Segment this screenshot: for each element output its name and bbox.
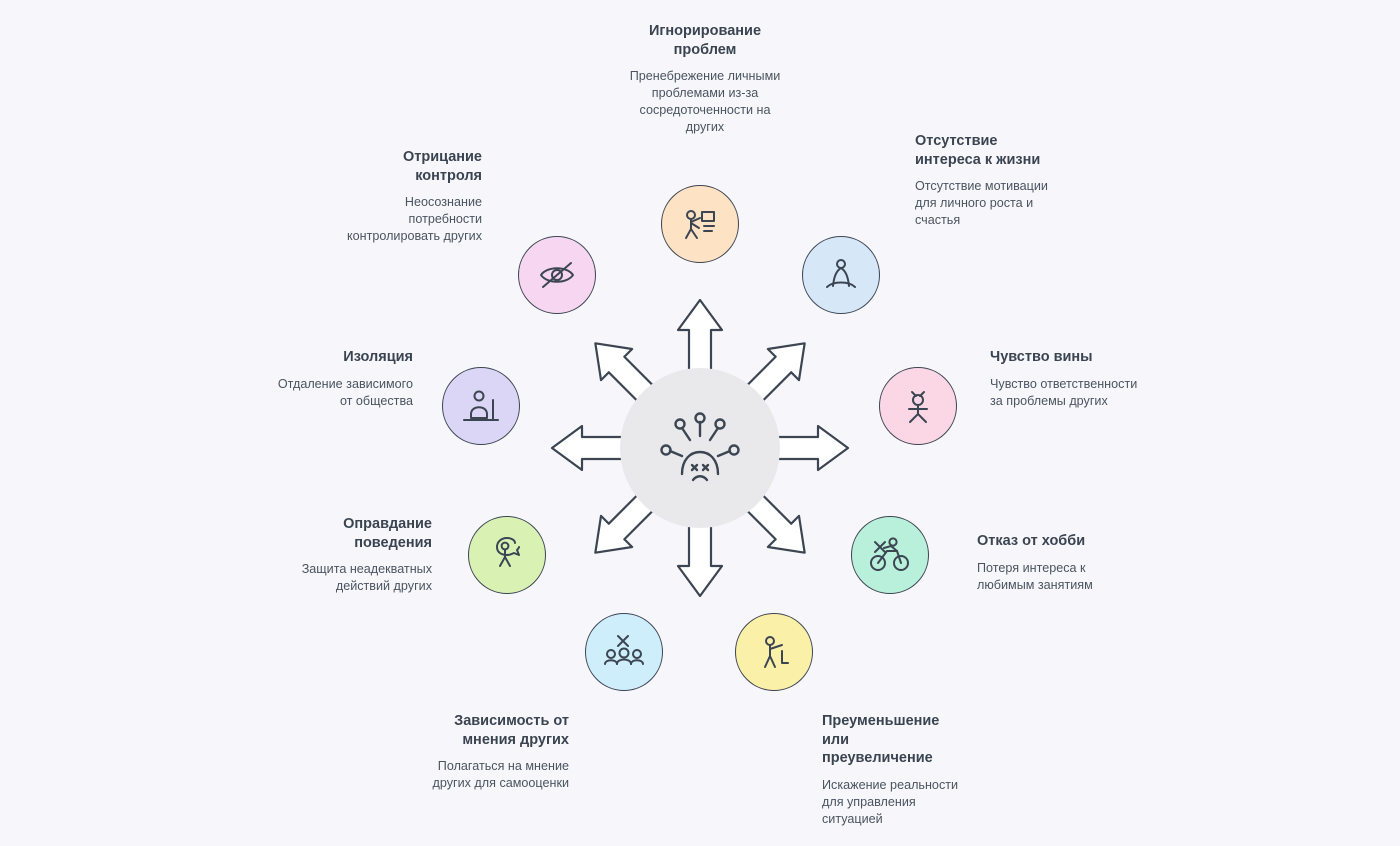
node-desc: Пренебрежение личными проблемами из-за сосредоточенности на других: [629, 69, 781, 135]
node-title: Игнорирование проблем: [648, 23, 762, 58]
node-icon-no-interest-in-life[interactable]: [802, 236, 880, 314]
person-sitting-icon: [819, 253, 863, 297]
label-justifying-behavior: [290, 515, 432, 595]
label-minimizing-or-exaggerating: [822, 712, 962, 828]
node-title: Отрицание контроля: [402, 149, 482, 184]
node-title: Преуменьшение или преувеличение: [822, 713, 940, 767]
node-desc: Неосознание потребности контролировать других: [346, 195, 482, 244]
node-icon-minimizing-or-exaggerating[interactable]: [735, 613, 813, 691]
node-title: Чувство вины: [990, 349, 1093, 365]
node-desc: Отсутствие мотивации для личного роста и счастья: [915, 179, 1048, 228]
node-desc: Защита неадекватных действий других: [301, 562, 432, 594]
node-icon-guilt[interactable]: [879, 367, 957, 445]
label-denial-of-control: [342, 148, 482, 245]
node-desc: Полагаться на мнение других для самооценки: [432, 759, 569, 791]
person-juggling-icon: [678, 202, 722, 246]
node-title: Отсутствие интереса к жизни: [915, 133, 1041, 168]
label-giving-up-hobbies: [977, 532, 1127, 594]
stressed-person-network-icon: [620, 368, 780, 528]
person-isolated-icon: [459, 384, 503, 428]
node-icon-ignoring-problems[interactable]: [661, 185, 739, 263]
person-speaking-icon: [485, 533, 529, 577]
node-icon-dependence-on-others-opinion[interactable]: [585, 613, 663, 691]
cyclist-icon: [867, 532, 913, 578]
node-title: Изоляция: [343, 349, 413, 365]
node-icon-giving-up-hobbies[interactable]: [851, 516, 929, 594]
label-dependence-on-others-opinion: [409, 712, 569, 792]
node-icon-justifying-behavior[interactable]: [468, 516, 546, 594]
node-desc: Отдаление зависимого от общества: [277, 376, 413, 408]
node-icon-denial-of-control[interactable]: [518, 236, 596, 314]
group-people-icon: [601, 629, 647, 675]
node-desc: Чувство ответственности за проблемы других: [990, 376, 1138, 408]
person-pointing-icon: [752, 630, 796, 674]
node-icon-isolation[interactable]: [442, 367, 520, 445]
node-desc: Потеря интереса к любимым занятиям: [977, 560, 1093, 592]
label-no-interest-in-life: [915, 132, 1055, 229]
crossed-eye-icon: [535, 253, 579, 297]
node-title: Отказ от хобби: [977, 533, 1086, 549]
person-guilt-icon: [896, 384, 940, 428]
label-guilt: [990, 348, 1140, 410]
label-ignoring-problems: [620, 22, 790, 136]
label-isolation: [273, 348, 413, 410]
node-desc: Искажение реальности для управления ситуацией: [822, 777, 959, 826]
node-title: Зависимость от мнения других: [454, 713, 569, 748]
node-title: Оправдание поведения: [343, 516, 432, 551]
